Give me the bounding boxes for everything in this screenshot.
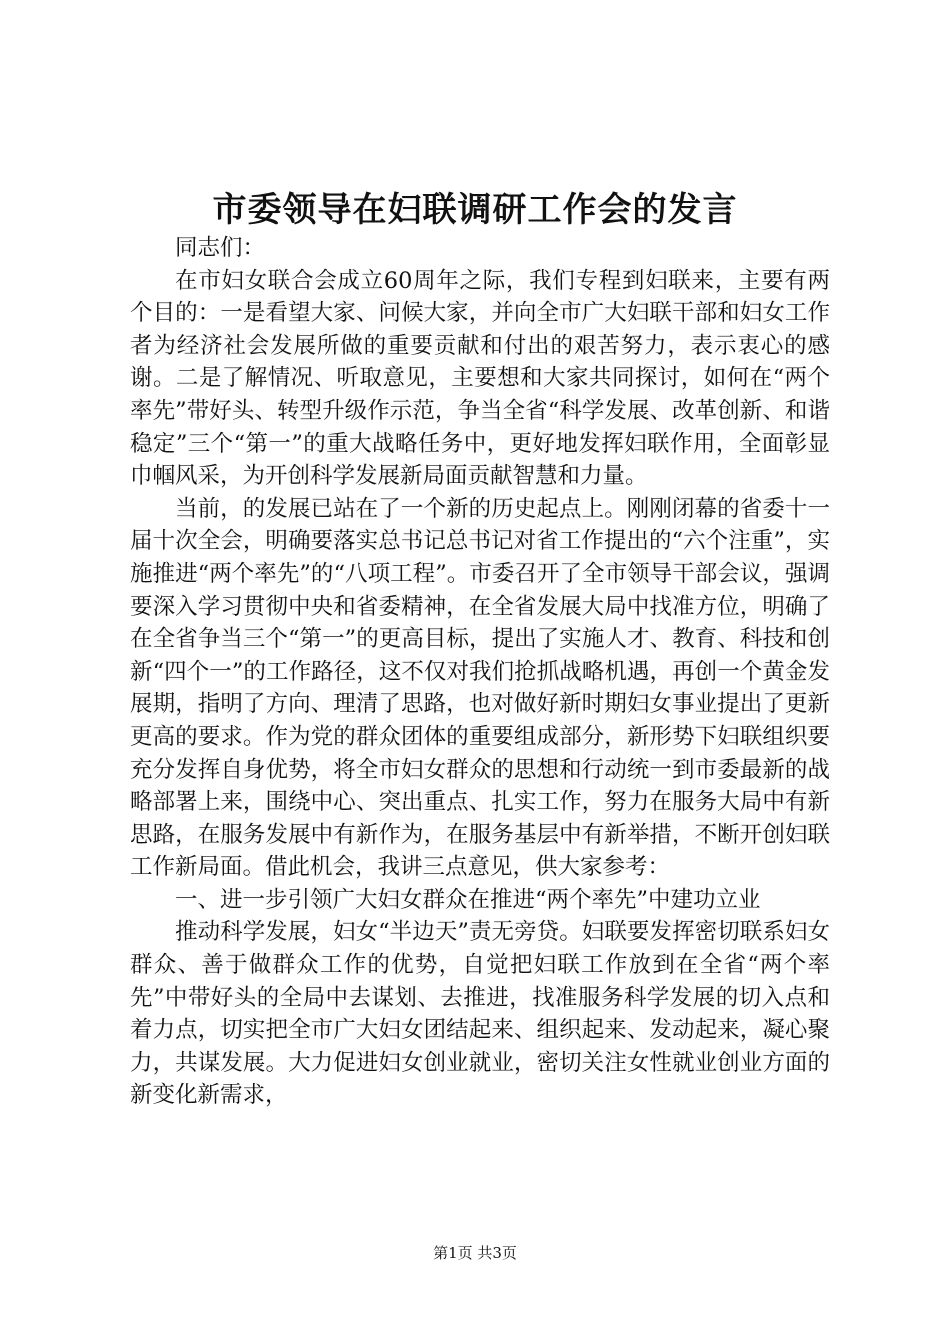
page-number-footer: 第1页 共3页 <box>433 1244 517 1262</box>
document-body <box>130 232 830 1112</box>
document-title: 市委领导在妇联调研工作会的发言 <box>212 190 738 230</box>
section-heading: 一、进一步引领广大妇女群众在推进“两个率先”中建功立业 <box>175 886 761 913</box>
body-paragraph: 在市妇女联合会成立60周年之际，我们专程到妇联来，主要有两个目的：一是看望大家、问候大家，并向全市广大妇联干部和妇女工作者为经济社会发展所做的重要贡献和付出的艰苦努力，表示衷心的感谢。二是了解情况、听取意见，主要想和大家共同探讨，如何在“两个率先”带好头、转型升级作示范，争当全省“科学发展、改革创新、和谐稳定”三个“第一”的重大战略任务中，更好地发挥妇联作用，全面彰显巾帼风采，为开创科学发展新局面贡献智慧和力量。 <box>130 267 830 490</box>
salutation-paragraph: 同志们： <box>175 235 266 261</box>
body-paragraph: 当前，的发展已站在了一个新的历史起点上。刚刚闭幕的省委十一届十次全会，明确要落实总书记总书记对省工作提出的“六个注重”，实施推进“两个率先”的“八项工程”。市委召开了全市领导干部会议，强调要深入学习贯彻中央和省委精神，在全省发展大局中找准方位，明确了在全省争当三个“第一”的更高目标，提出了实施人才、教育、科技和创新“四个一”的工作路径，这不仅对我们抢抓战略机遇，再创一个黄金发展期，指明了方向、理清了思路，也对做好新时期妇女事业提出了更新更高的要求。作为党的群众团体的重要组成部分，新形势下妇联组织要充分发挥自身优势，将全市妇女群众的思想和行动统一到市委最新的战略部署上来，围绕中心、突出重点、扎实工作，努力在服务大局中有新思路，在服务发展中有新作为，在服务基层中有新举措，不断开创妇联工作新局面。借此机会，我讲三点意见，供大家参考： <box>130 495 830 881</box>
body-paragraph: 推动科学发展，妇女“半边天”责无旁贷。妇联要发挥密切联系妇女群众、善于做群众工作的优势，自觉把妇联工作放到在全省“两个率先”中带好头的全局中去谋划、去推进，找准服务科学发展的切入点和着力点，切实把全市广大妇女团结起来、组织起来、发动起来，凝心聚力，共谋发展。大力促进妇女创业就业，密切关注女性就业创业方面的新变化新需求， <box>130 919 830 1109</box>
